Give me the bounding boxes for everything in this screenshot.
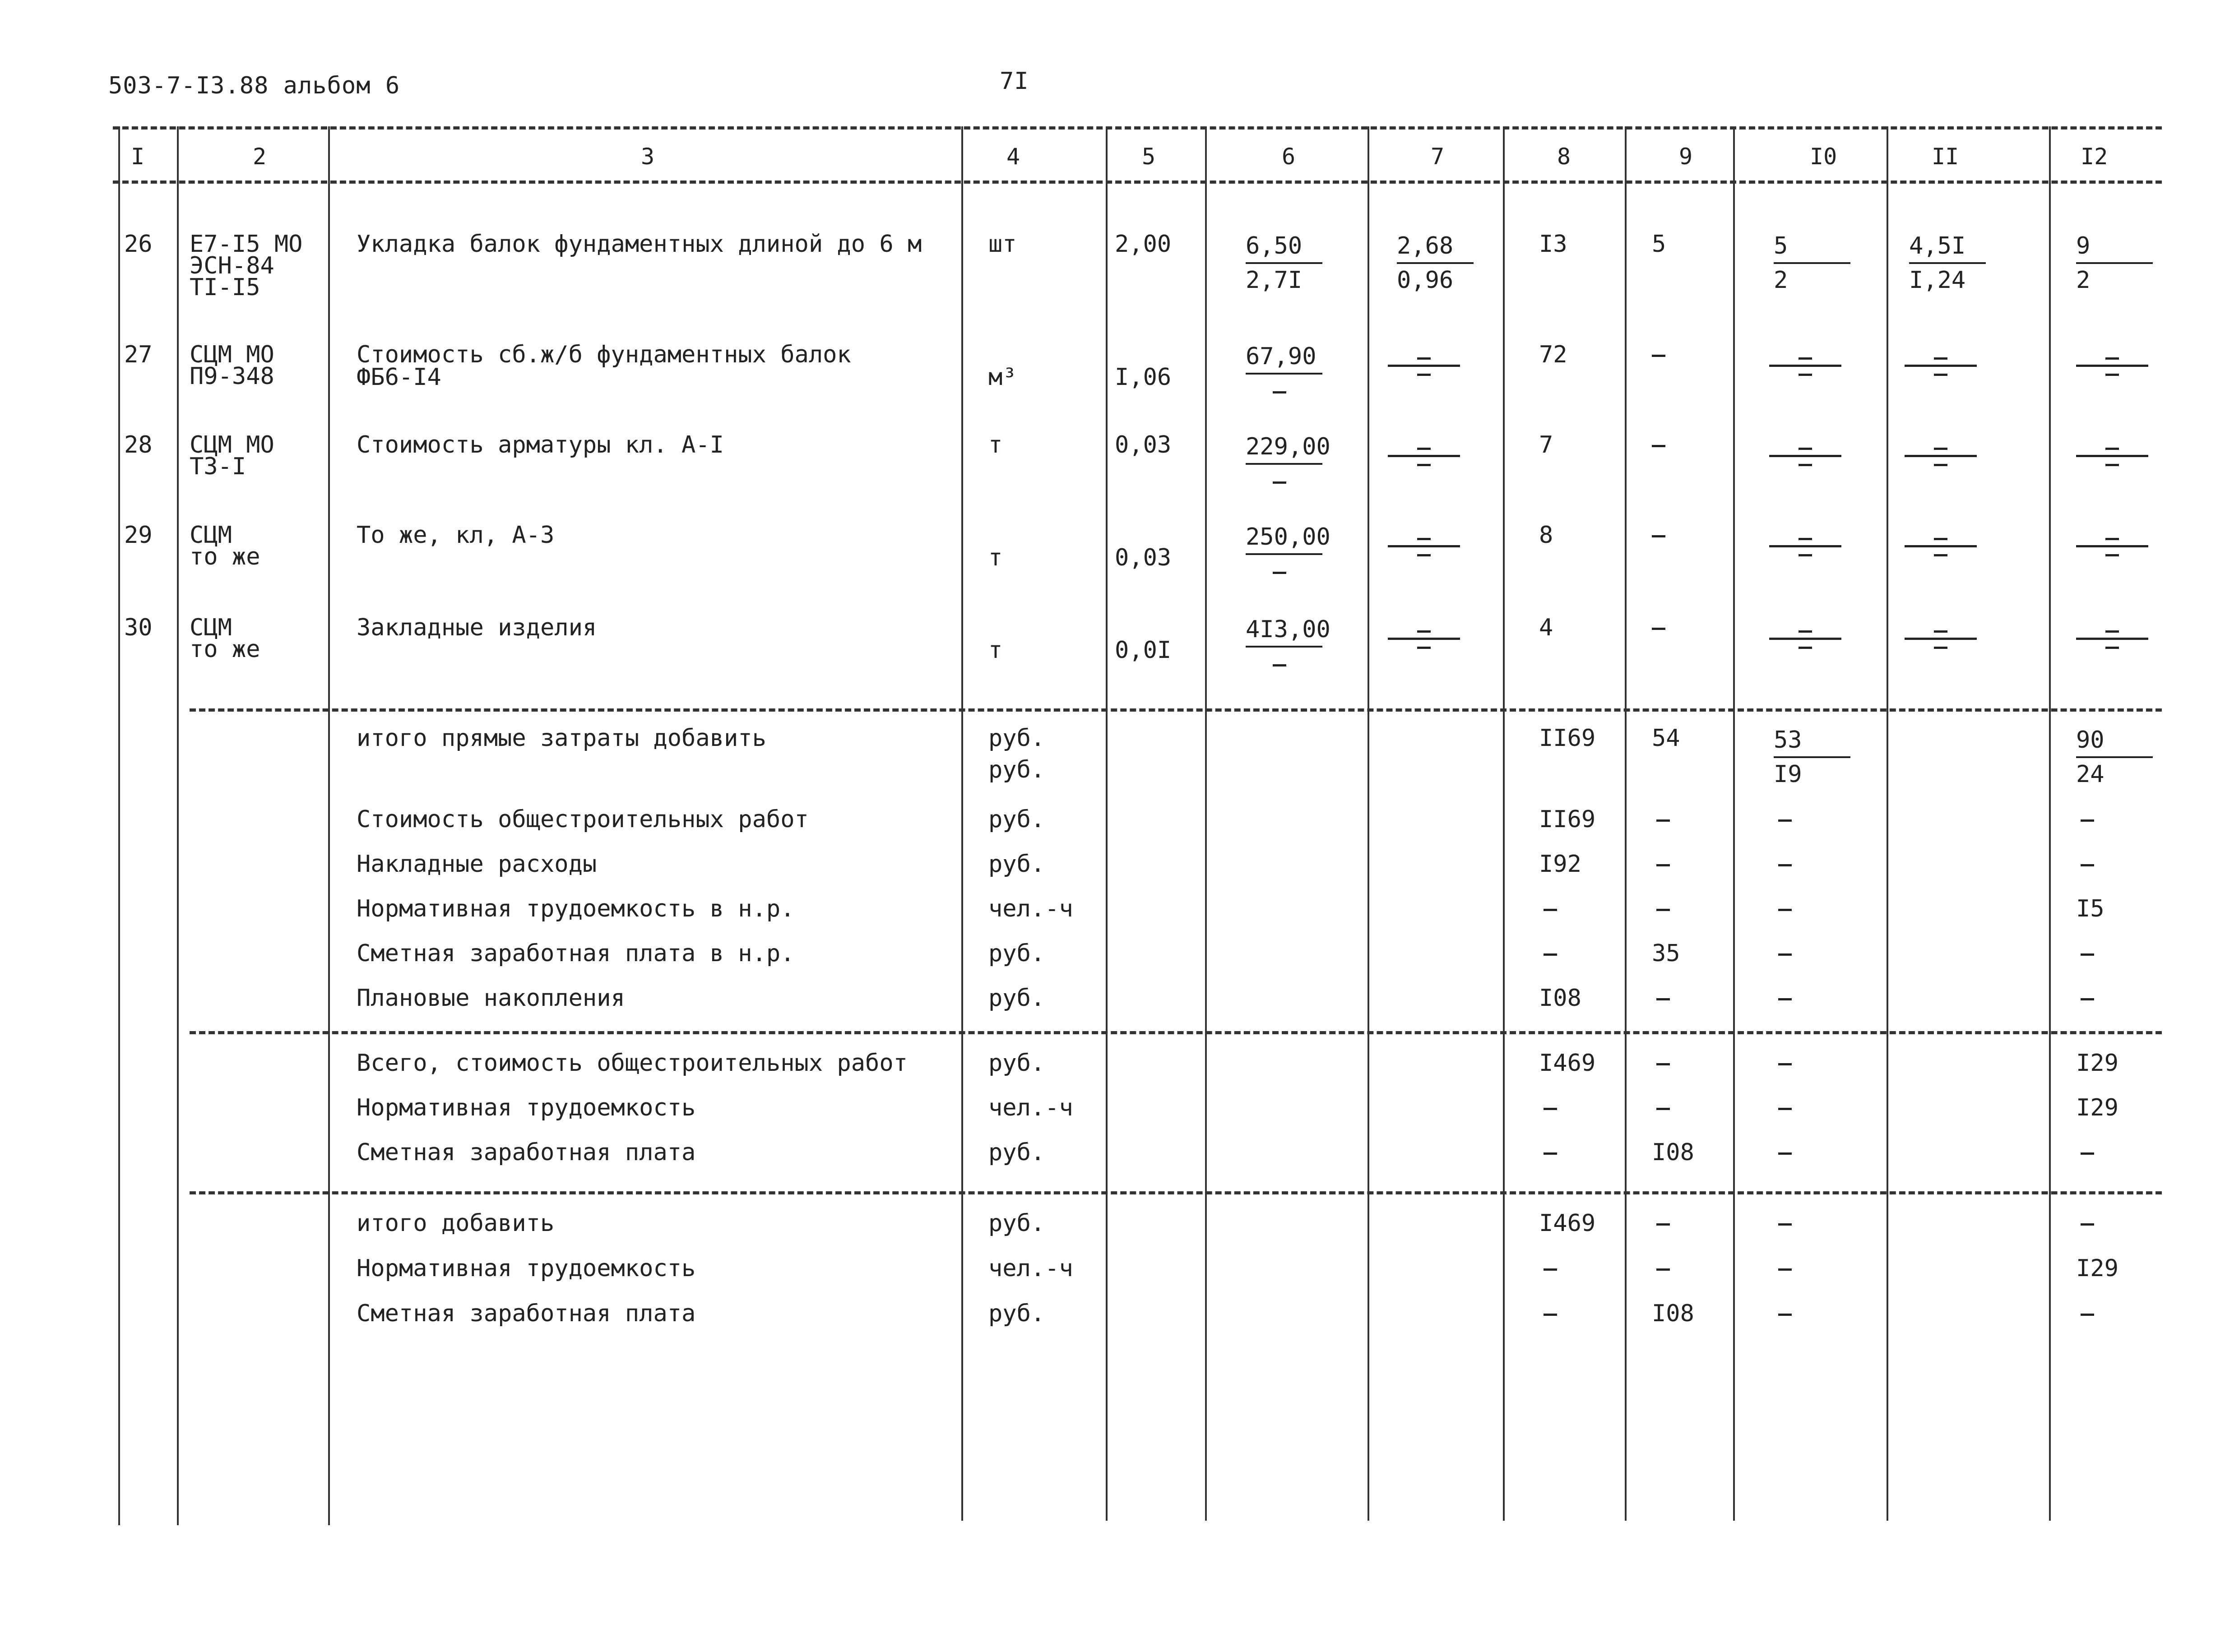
unit: т xyxy=(988,431,1003,458)
norm-code: П9-348 xyxy=(190,363,274,390)
subtotal-col10-dash xyxy=(1778,909,1792,911)
cost-col7-denominator: 0,96 xyxy=(1397,267,1454,294)
column-divider xyxy=(1733,126,1735,1521)
document-code: 503-7-I3.88 альбом 6 xyxy=(108,72,400,99)
quantity: 0,0I xyxy=(1115,637,1172,664)
grand-total-unit: руб. xyxy=(988,1300,1045,1327)
cost-col10-empty xyxy=(1769,442,1841,469)
subtotal-col8: I92 xyxy=(1539,851,1581,878)
cost-col6 xyxy=(1246,232,1322,294)
column-divider xyxy=(1503,126,1505,1521)
row-number: 29 xyxy=(124,522,153,549)
totals2-bottom-rule xyxy=(190,1191,2162,1194)
totals1-bottom-rule xyxy=(190,1031,2162,1034)
subtotal-label: Плановые накопления xyxy=(357,985,625,1012)
total-col8-dash xyxy=(1544,1108,1557,1110)
cost-col6-denominator-dash xyxy=(1246,648,1322,677)
norm-code: E7-I5 MO xyxy=(190,231,303,258)
cost-col9-dash xyxy=(1652,535,1665,537)
column-number: II xyxy=(1932,143,1959,170)
subtotal-col10 xyxy=(1774,727,1850,788)
subtotal-col12-dash xyxy=(2081,998,2094,1000)
subtotal-unit: руб. xyxy=(988,806,1045,833)
total-col12: I29 xyxy=(2076,1050,2118,1077)
column-divider xyxy=(961,126,963,1521)
total-col12: I29 xyxy=(2076,1094,2118,1121)
total-col8-dash xyxy=(1544,1152,1557,1155)
total-label: Всего, стоимость общестроительных работ xyxy=(357,1050,908,1077)
grand-total-col9-dash xyxy=(1656,1268,1670,1271)
cost-col6 xyxy=(1246,616,1330,677)
subtotal-col12-dash xyxy=(2081,864,2094,866)
norm-code: TI-I5 xyxy=(190,274,260,301)
subtotal-col9: 35 xyxy=(1652,940,1680,967)
subtotal-col12: I5 xyxy=(2076,895,2105,922)
row-number: 30 xyxy=(124,614,153,641)
subtotal-col8-dash xyxy=(1544,909,1557,911)
total-col8: I469 xyxy=(1539,1050,1596,1077)
cost-col6 xyxy=(1246,433,1330,495)
subtotal-unit: чел.-ч xyxy=(988,895,1073,922)
page-number: 7I xyxy=(1000,68,1029,95)
total-label: Нормативная трудоемкость xyxy=(357,1094,696,1121)
cost-col12-empty xyxy=(2076,442,2148,469)
cost-col9: 5 xyxy=(1652,231,1666,258)
cost-col6-denominator-dash xyxy=(1246,555,1322,585)
cost-col11-empty xyxy=(1905,352,1977,379)
cost-col12 xyxy=(2076,232,2153,294)
column-number: I0 xyxy=(1810,143,1837,170)
column-number: 4 xyxy=(1006,143,1020,170)
grand-total-col8-dash xyxy=(1544,1314,1557,1316)
grand-total-col10-dash xyxy=(1778,1314,1792,1316)
cost-col12-empty xyxy=(2076,352,2148,379)
subtotal-col8: II69 xyxy=(1539,806,1596,833)
cost-col11-empty xyxy=(1905,532,1977,560)
cost-col6-numerator: 6,50 xyxy=(1246,232,1322,264)
norm-code: СЦМ xyxy=(190,614,232,641)
cost-col8: 7 xyxy=(1539,431,1553,458)
cost-col11-empty xyxy=(1905,442,1977,469)
total-col9-dash xyxy=(1656,1108,1670,1110)
subtotal-col8-dash xyxy=(1544,953,1557,956)
quantity: 2,00 xyxy=(1115,231,1172,258)
item-name: Стоимость арматуры кл. А-I xyxy=(357,431,724,458)
subtotal-col10-dash xyxy=(1778,819,1792,822)
subtotal-col12-denominator: 24 xyxy=(2076,761,2105,788)
subtotal-label: Сметная заработная плата в н.р. xyxy=(357,940,795,967)
column-divider xyxy=(1625,126,1627,1521)
cost-col11 xyxy=(1909,232,1986,294)
cost-col12-denominator: 2 xyxy=(2076,267,2091,294)
grand-total-col12-dash xyxy=(2081,1223,2094,1226)
quantity: I,06 xyxy=(1115,364,1172,391)
grand-total-label: Нормативная трудоемкость xyxy=(357,1255,696,1282)
cost-col10-empty xyxy=(1769,532,1841,560)
subtotal-unit: руб. xyxy=(988,985,1045,1012)
grand-total-col12-dash xyxy=(2081,1314,2094,1316)
subtotal-col9-dash xyxy=(1656,909,1670,911)
subtotal-col8: I08 xyxy=(1539,985,1581,1012)
cost-col9-dash xyxy=(1652,355,1665,357)
grand-total-col10-dash xyxy=(1778,1268,1792,1271)
subtotal-label: Накладные расходы xyxy=(357,851,597,878)
total-unit: чел.-ч xyxy=(988,1094,1073,1121)
subtotal-col10-denominator: I9 xyxy=(1774,761,1802,788)
cost-col11-empty xyxy=(1905,625,1977,652)
norm-code: СЦМ МО xyxy=(190,431,274,458)
item-name: ФБ6-I4 xyxy=(357,364,441,391)
row-number: 28 xyxy=(124,431,153,458)
column-number: 7 xyxy=(1431,143,1445,170)
subtotal-unit: руб. xyxy=(988,851,1045,878)
cost-col6-denominator-dash xyxy=(1246,465,1322,495)
subtotal-label: Нормативная трудоемкость в н.р. xyxy=(357,895,795,922)
cost-col6-denominator-dash xyxy=(1246,375,1322,404)
cost-col10-denominator: 2 xyxy=(1774,267,1788,294)
column-number: I xyxy=(131,143,145,170)
norm-code: СЦМ МО xyxy=(190,341,274,368)
subtotal-label: Стоимость общестроительных работ xyxy=(357,806,809,833)
norm-code: ЭСН-84 xyxy=(190,252,274,279)
cost-col6-numerator: 4I3,00 xyxy=(1246,616,1322,648)
item-name: То же, кл, А-3 xyxy=(357,522,555,549)
subtotal-col9: 54 xyxy=(1652,725,1680,752)
grand-total-unit: чел.-ч xyxy=(988,1255,1073,1282)
subtotal-unit: руб. xyxy=(988,725,1045,752)
column-divider xyxy=(1368,126,1369,1521)
header-bottom-rule xyxy=(113,180,2162,184)
cost-col7-numerator: 2,68 xyxy=(1397,232,1474,264)
row-number: 27 xyxy=(124,341,153,368)
grand-total-col9: I08 xyxy=(1652,1300,1694,1327)
column-divider xyxy=(328,126,330,1525)
unit: шт xyxy=(988,231,1017,258)
rows-bottom-rule xyxy=(190,708,2162,712)
cost-col9-dash xyxy=(1652,445,1665,447)
cost-col6-numerator: 229,00 xyxy=(1246,433,1322,465)
cost-col6-denominator: 2,7I xyxy=(1246,267,1303,294)
cost-col10-empty xyxy=(1769,625,1841,652)
norm-code: СЦМ xyxy=(190,522,232,549)
column-number: 5 xyxy=(1142,143,1156,170)
grand-total-unit: руб. xyxy=(988,1210,1045,1237)
item-name: Стоимость сб.ж/б фундаментных балок xyxy=(357,341,851,368)
column-divider xyxy=(1887,126,1888,1521)
subtotal-col10-dash xyxy=(1778,998,1792,1000)
subtotal-col12-dash xyxy=(2081,953,2094,956)
subtotal-col12-dash xyxy=(2081,819,2094,822)
column-divider xyxy=(1205,126,1207,1521)
subtotal-col9-dash xyxy=(1656,819,1670,822)
subtotal-col8: II69 xyxy=(1539,725,1596,752)
cost-col6-numerator: 67,90 xyxy=(1246,343,1322,375)
grand-total-label: итого добавить xyxy=(357,1210,555,1237)
subtotal-col12-numerator: 90 xyxy=(2076,727,2153,758)
grand-total-col8: I469 xyxy=(1539,1210,1596,1237)
cost-col7-empty xyxy=(1388,442,1460,469)
cost-col11-denominator: I,24 xyxy=(1909,267,1966,294)
grand-total-col9-dash xyxy=(1656,1223,1670,1226)
cost-col10-numerator: 5 xyxy=(1774,232,1850,264)
cost-col7-empty xyxy=(1388,532,1460,560)
total-col12-dash xyxy=(2081,1152,2094,1155)
cost-col12-empty xyxy=(2076,532,2148,560)
cost-col6 xyxy=(1246,523,1330,585)
subtotal-unit: руб. xyxy=(988,940,1045,967)
cost-col6 xyxy=(1246,343,1322,404)
quantity: 0,03 xyxy=(1115,544,1172,571)
subtotal-col10-dash xyxy=(1778,864,1792,866)
norm-code: ТЗ-I xyxy=(190,453,246,480)
column-divider xyxy=(2049,126,2051,1521)
cost-col8: 8 xyxy=(1539,522,1553,549)
column-divider xyxy=(177,126,179,1525)
grand-total-col12: I29 xyxy=(2076,1255,2118,1282)
cost-col8: 72 xyxy=(1539,341,1567,368)
total-label: Сметная заработная плата xyxy=(357,1139,696,1166)
subtotal-label: итого прямые затраты добавить xyxy=(357,725,766,752)
column-number: 8 xyxy=(1557,143,1571,170)
total-col9: I08 xyxy=(1652,1139,1694,1166)
unit: т xyxy=(988,544,1003,571)
item-name: Закладные изделия xyxy=(357,614,597,641)
unit: т xyxy=(988,637,1003,664)
cost-col11-numerator: 4,5I xyxy=(1909,232,1986,264)
column-number: 3 xyxy=(641,143,655,170)
norm-code: то же xyxy=(190,636,260,663)
cost-col7 xyxy=(1397,232,1474,294)
column-number: 6 xyxy=(1282,143,1296,170)
column-number: 2 xyxy=(253,143,267,170)
quantity: 0,03 xyxy=(1115,431,1172,458)
total-col10-dash xyxy=(1778,1152,1792,1155)
norm-code: то же xyxy=(190,543,260,570)
cost-col7-empty xyxy=(1388,625,1460,652)
grand-total-col8-dash xyxy=(1544,1268,1557,1271)
subtotal-col10-numerator: 53 xyxy=(1774,727,1850,758)
subtotal-unit: руб. xyxy=(988,756,1045,783)
grand-total-col10-dash xyxy=(1778,1223,1792,1226)
column-divider xyxy=(1106,126,1108,1521)
subtotal-col10-dash xyxy=(1778,953,1792,956)
total-unit: руб. xyxy=(988,1139,1045,1166)
cost-col12-empty xyxy=(2076,625,2148,652)
cost-col8: 4 xyxy=(1539,614,1553,641)
total-col10-dash xyxy=(1778,1108,1792,1110)
grand-total-label: Сметная заработная плата xyxy=(357,1300,696,1327)
cost-col10-empty xyxy=(1769,352,1841,379)
subtotal-col9-dash xyxy=(1656,864,1670,866)
total-col10-dash xyxy=(1778,1063,1792,1065)
column-number: 9 xyxy=(1679,143,1693,170)
cost-col12-numerator: 9 xyxy=(2076,232,2153,264)
column-number: I2 xyxy=(2081,143,2108,170)
subtotal-col12 xyxy=(2076,727,2153,788)
cost-col8: I3 xyxy=(1539,231,1567,258)
table-top-rule xyxy=(113,126,2162,130)
row-number: 26 xyxy=(124,231,153,258)
column-divider xyxy=(118,126,120,1525)
subtotal-col9-dash xyxy=(1656,998,1670,1000)
total-unit: руб. xyxy=(988,1050,1045,1077)
cost-col7-empty xyxy=(1388,352,1460,379)
cost-col6-numerator: 250,00 xyxy=(1246,523,1322,555)
total-col9-dash xyxy=(1656,1063,1670,1065)
cost-col9-dash xyxy=(1652,628,1665,630)
item-name: Укладка балок фундаментных длиной до 6 м xyxy=(357,231,922,258)
unit: м³ xyxy=(988,364,1017,391)
cost-col10 xyxy=(1774,232,1850,294)
